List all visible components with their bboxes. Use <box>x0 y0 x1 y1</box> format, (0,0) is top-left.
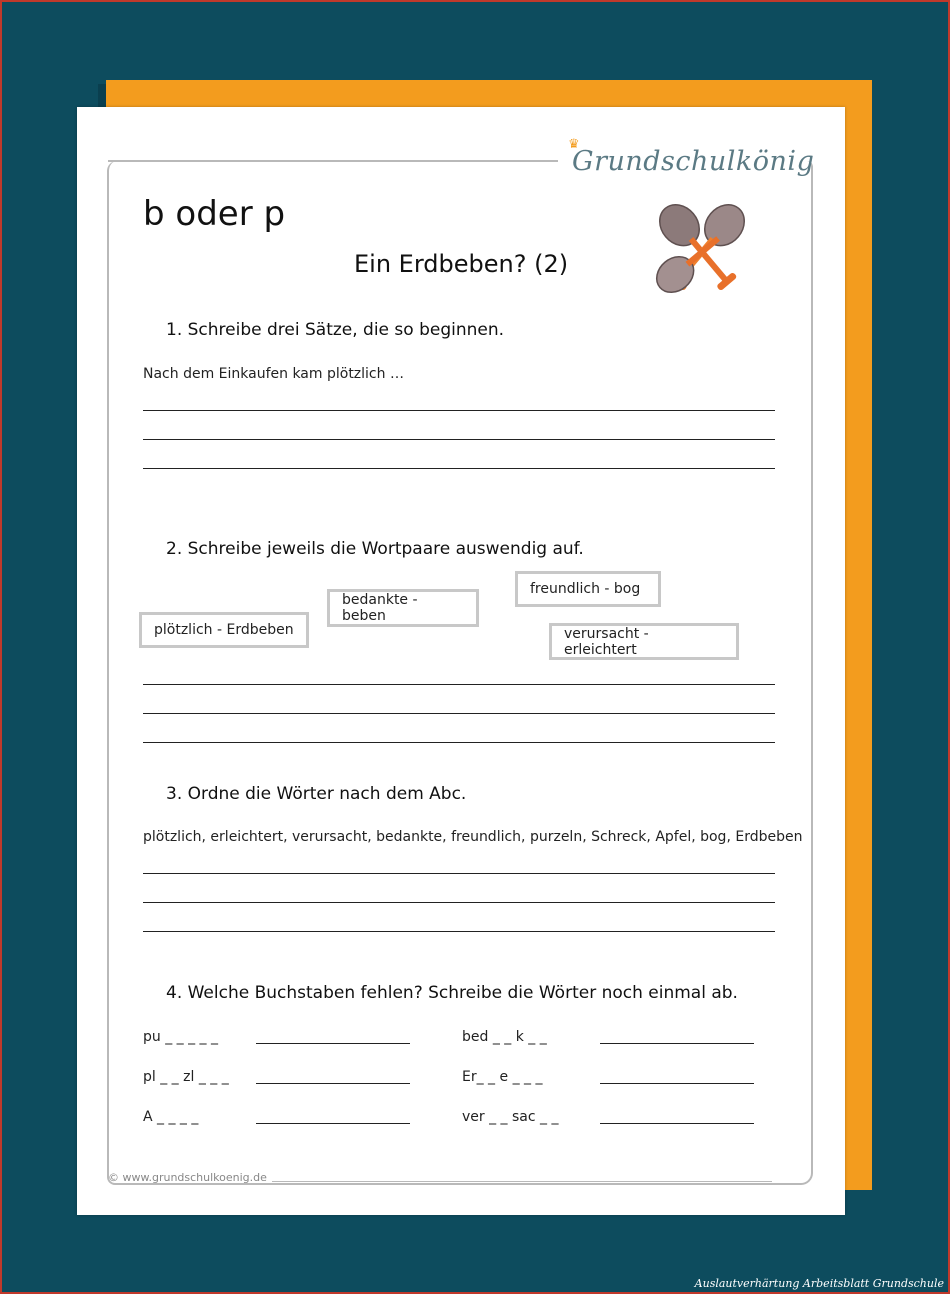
answer-line[interactable] <box>256 1083 410 1084</box>
gap-word: pu _ _ _ _ _ <box>143 1029 219 1045</box>
footer-copyright: © www.grundschulkoenig.de <box>108 1171 267 1184</box>
answer-line[interactable] <box>256 1123 410 1124</box>
word-pair-box: freundlich - bog <box>515 571 661 607</box>
writing-line[interactable] <box>143 742 775 743</box>
crown-icon: ♛ <box>568 137 580 152</box>
brand-logo: Grundschulkönig <box>572 146 815 177</box>
page-subtitle: Ein Erdbeben? (2) <box>354 250 569 278</box>
writing-line[interactable] <box>143 873 775 874</box>
answer-line[interactable] <box>600 1043 754 1044</box>
task-4-heading: 4. Welche Buchstaben fehlen? Schreibe die Wörter noch einmal ab. <box>166 983 738 1003</box>
writing-line[interactable] <box>143 684 775 685</box>
answer-line[interactable] <box>600 1083 754 1084</box>
gap-word: ver _ _ sac _ _ <box>462 1109 559 1125</box>
word-pair-box: plötzlich - Erdbeben <box>139 612 309 648</box>
writing-line[interactable] <box>143 931 775 932</box>
task-1-prompt: Nach dem Einkaufen kam plötzlich … <box>143 366 404 382</box>
word-pair-box: bedankte - beben <box>327 589 479 627</box>
writing-line[interactable] <box>143 713 775 714</box>
crossed-shovels-icon <box>645 195 760 310</box>
task-3-word-list: plötzlich, erleichtert, verursacht, bedankte, freundlich, purzeln, Schreck, Apfel, bog, Erdbeben <box>143 829 803 845</box>
task-3-heading: 3. Ordne die Wörter nach dem Abc. <box>166 784 467 804</box>
task-1-heading: 1. Schreibe drei Sätze, die so beginnen. <box>166 320 505 340</box>
writing-line[interactable] <box>143 410 775 411</box>
gap-word: Er_ _ e _ _ _ <box>462 1069 543 1085</box>
gap-word: bed _ _ k _ _ <box>462 1029 547 1045</box>
answer-line[interactable] <box>600 1123 754 1124</box>
image-caption: Auslautverhärtung Arbeitsblatt Grundschule <box>694 1277 944 1290</box>
footer-line <box>272 1181 772 1182</box>
word-pair-box: verursacht - erleichtert <box>549 623 739 660</box>
page-title: b oder p <box>143 194 286 234</box>
writing-line[interactable] <box>143 439 775 440</box>
task-2-heading: 2. Schreibe jeweils die Wortpaare auswendig auf. <box>166 539 584 559</box>
gap-word: A _ _ _ _ <box>143 1109 199 1125</box>
answer-line[interactable] <box>256 1043 410 1044</box>
writing-line[interactable] <box>143 468 775 469</box>
writing-line[interactable] <box>143 902 775 903</box>
gap-word: pl _ _ zl _ _ _ <box>143 1069 229 1085</box>
